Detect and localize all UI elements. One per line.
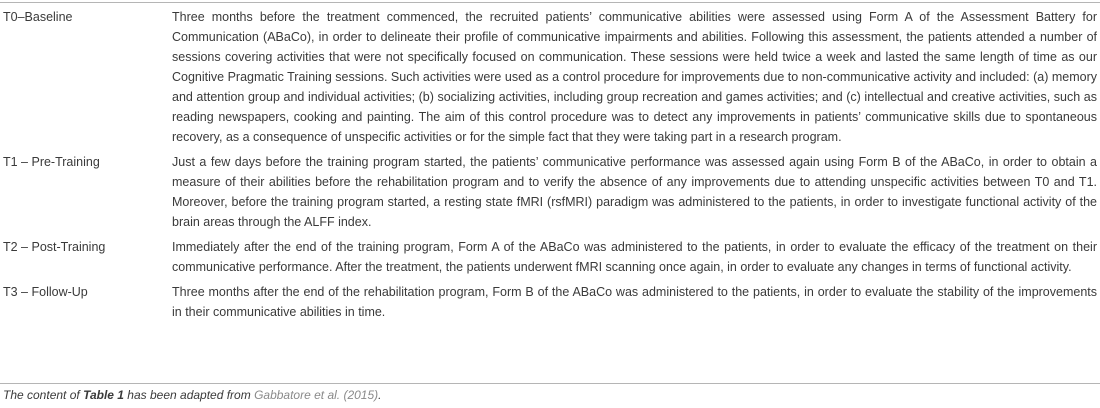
- phase-description: Three months before the treatment commenced, the recruited patients’ communicative abilities were assessed using Form A of the Assessment Battery for Communication (ABaCo), in order to delineate their profile of communicative impairments and abilities. Following this assessment, the patients attended a number of sessions covering activities that were not specifically focused on communication. These sessions were held twice a week and lasted the same length of time as our Cognitive Pragmatic Training sessions. Such activities were used as a control procedure for improvements due to non-communicative activity and included: (a) memory and attention group and individual activities; (b) socializing activities, including group recreation and games activities; and (c) intellectual and creative activities, such as reading newspapers, cooking and painting. The aim of this control procedure was to detect any improvements in patients’ communicative skills due to spontaneous recovery, as a consequence of unspecific activities or for the simple fact that they were taking part in a research program.: [172, 10, 1097, 144]
- table-footnote: [3, 387, 381, 403]
- phase-label: T3 – Follow-Up: [3, 285, 88, 299]
- table-bottom-rule: [0, 383, 1100, 384]
- phase-label: T1 – Pre-Training: [3, 155, 100, 169]
- table-row-t1: [0, 152, 1100, 232]
- phase-description: Three months after the end of the rehabilitation program, Form B of the ABaCo was administered to the patients, in order to evaluate the stability of the improvements in their communicative abilities in time.: [172, 285, 1097, 319]
- table-row-t0: [0, 7, 1100, 147]
- table-body: [0, 7, 1100, 327]
- phase-description: Immediately after the end of the training program, Form A of the ABaCo was administered to the patients, in order to evaluate the efficacy of the treatment on their communicative performance. After the treatment, the patients underwent fMRI scanning once again, in order to evaluate any changes in terms of functional activity.: [172, 240, 1097, 274]
- footnote-table-ref: Table 1: [83, 388, 124, 402]
- table-top-rule: [0, 2, 1100, 3]
- phase-label: T2 – Post-Training: [3, 240, 106, 254]
- citation-link[interactable]: Gabbatore et al. (2015): [254, 388, 379, 402]
- footnote-prefix: The content of: [3, 388, 84, 402]
- footnote-suffix: .: [378, 388, 382, 402]
- phase-label: T0–Baseline: [3, 10, 73, 24]
- table-row-t2: [0, 237, 1100, 277]
- table-row-t3: [0, 282, 1100, 322]
- phase-description: Just a few days before the training program started, the patients’ communicative performance was assessed again using Form B of the ABaCo, in order to obtain a measure of their abilities before the rehabilitation program and to verify the absence of any improvements due to attending unspecific activities between T0 and T1. Moreover, before the training program started, a resting state fMRI (rsfMRI) paradigm was administered to the patients, in order to investigate functional activity of the brain areas through the ALFF index.: [172, 155, 1097, 229]
- footnote-middle: has been adapted from: [123, 388, 255, 402]
